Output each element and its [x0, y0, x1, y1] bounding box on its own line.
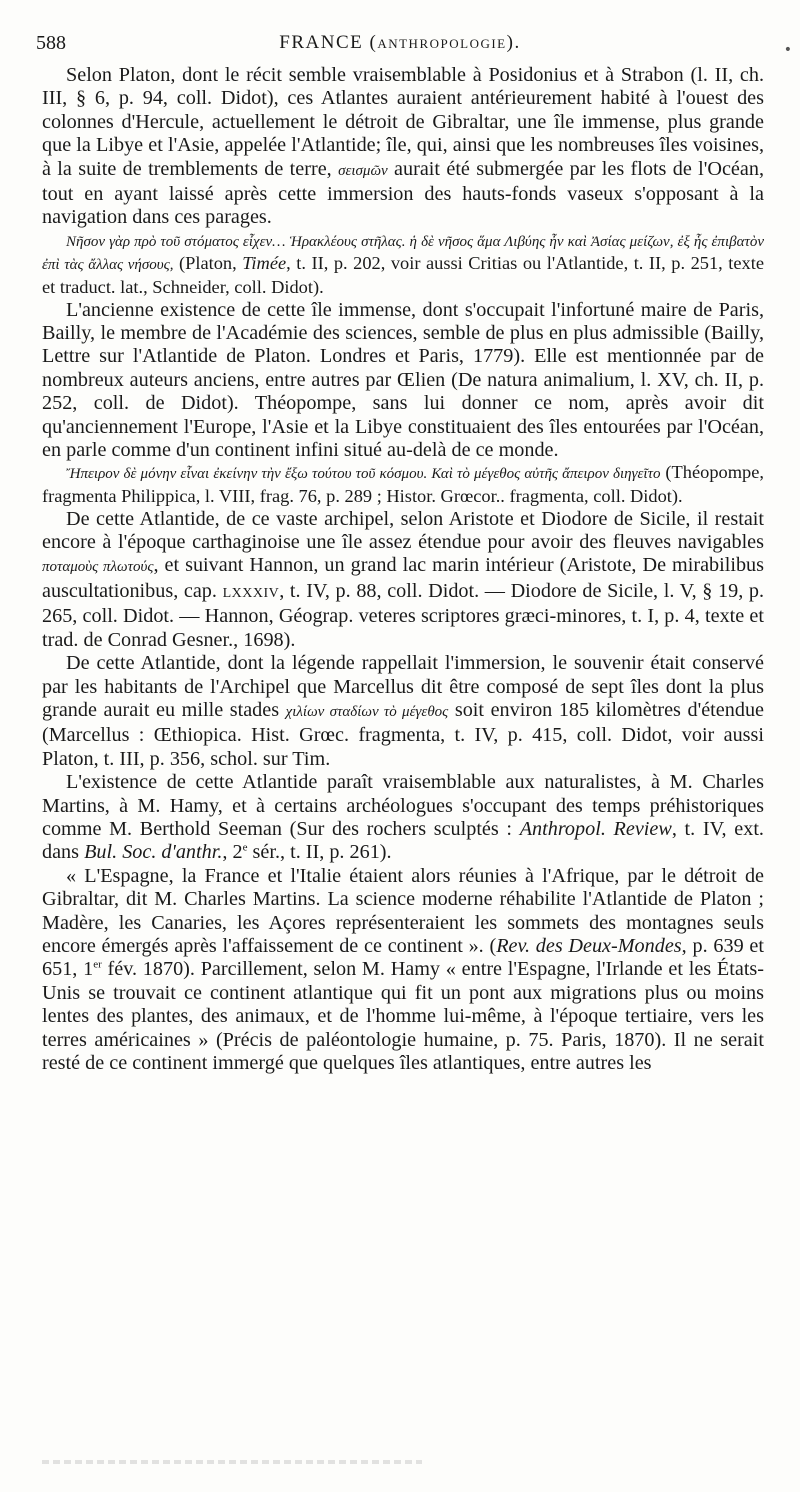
- greek-quote: Νῆσον γὰρ πρὸ τοῦ στόματος εἶχεν… Ἡρακλέους στῆλας. ἡ δὲ νῆσος ἅμα Λιβύης ἦν καὶ Ἀσίας μείζων, ἐξ ἧς ἐπιβατὸν ἐπὶ τὰς ἄλλας νήσους,: [42, 233, 764, 274]
- greek-quote: Ἤπειρον δὲ μόνην εἶναι ἐκείνην τὴν ἔξω τούτου τοῦ κόσμου. Καὶ τὸ μέγεθος αὐτῆς ἄπειρον διηγεῖτο: [66, 466, 661, 483]
- paragraph-text: De cette Atlantide, de ce vaste archipel, selon Aristote et Diodore de Sicile, il restait encore à l'époque carthaginoise une île assez étendue pour avoir des fleuves navigables: [42, 507, 764, 554]
- superscript: e: [242, 841, 248, 854]
- paragraph-text: L'ancienne existence de cette île immense, dont s'occupait l'infortuné maire de Paris, Bailly, le membre de l'Académie des sciences, semble de plus en plus admissible (Bailly, Lettre sur l'Atlantide de Platon. Londres et Paris, 1779). Elle est mentionnée par de nombreux auteurs anciens, entre autres par Œlien (De natura animalium, l. XV, ch. II, p. 252, coll. de Didot). Théopompe, sans lui donner ce nom, après avoir dit qu'anciennement l'Europe, l'Asie et la Libye constituaient des îles entourées par l'Océan, en parle comme d'un continent infini situé au-delà de ce monde.: [42, 298, 764, 462]
- small-caps-numeral: LXXXIV: [222, 585, 280, 601]
- paragraph-text: , p. 639 et 651, 1: [42, 934, 764, 981]
- journal-title: Anthropol. Review: [519, 817, 672, 840]
- paragraph-text: De cette Atlantide, dont la légende rappellait l'immersion, le souvenir était conservé par les habitants de l'Archipel que Marcellus dit être composé de sept îles dont la plus grande aurait eu mille stades: [42, 652, 764, 721]
- paragraph-bailly: [42, 299, 764, 463]
- greek-term: χιλίων σταδίων τὸ μέγεθος: [285, 703, 449, 720]
- superscript: er: [93, 958, 102, 971]
- paragraph-marcellus: [42, 652, 764, 771]
- greek-term: σεισμῶν: [338, 162, 388, 179]
- paragraph-text: « L'Espagne, la France et l'Italie étaient alors réunies à l'Afrique, par le détroit de Gibraltar, dit M. Charles Martins. La science moderne réhabilite l'Atlantide de Platon ; Madère, les Canaries, les Açores représenteraient les sommets des montagnes seuls encore émergés après l'affaissement de ce continent ». (: [42, 864, 764, 957]
- body-text: [42, 64, 764, 1075]
- page-number: 588: [36, 32, 66, 54]
- corner-mark: •: [783, 42, 792, 58]
- bleed-through-line: [42, 1460, 422, 1464]
- running-head-subtitle: ANTHROPOLOGIE: [377, 36, 507, 51]
- greek-term: ποταμοὺς πλωτούς: [42, 559, 154, 576]
- journal-title: Rev. des Deux-Mondes: [496, 934, 682, 957]
- paragraph-martins-quote: [42, 865, 764, 1076]
- paragraph-archipel: [42, 508, 764, 652]
- running-head-main: FRANCE (: [279, 32, 378, 53]
- paragraph-text: , et suivant Hannon, un grand lac marin intérieur (Aristote, De mirabilibus auscultationibus, cap.: [42, 554, 765, 602]
- citation-text: , t. II, p. 202, voir aussi Critias ou l'Atlantide, t. II, p. 251, texte et traduct. lat., Schneider, coll. Didot).: [42, 253, 765, 298]
- paragraph-naturalistes: [42, 771, 764, 865]
- citation-title: Timée: [242, 253, 287, 274]
- paragraph-text: aurait été submergée par les flots de l'Océan, tout en ayant laissé après cette immersion des hauts-fonds vaseux s'opposant à la navigation dans ces parages.: [42, 157, 764, 229]
- paragraph-text: , 2: [222, 841, 243, 864]
- paragraph-text: , t. IV, p. 88, coll. Didot. — Diodore de Sicile, l. V, § 19, p. 265, coll. Didot. — Hannon, Géograp. veteres scriptores græci-minores, t. I, p. 4, texte et trad. de Conrad Gesner., 1698).: [42, 579, 765, 651]
- citation-text: (Théopompe, fragmenta Philippica, l. VIII, frag. 76, p. 289 ; Histor. Grœcor.. fragmenta, coll. Didot).: [42, 462, 764, 507]
- page-header: [36, 30, 764, 58]
- citation-platon: [42, 230, 764, 299]
- paragraph-text: sér., t. II, p. 261).: [247, 841, 392, 864]
- paragraph-text: Selon Platon, dont le récit semble vraisemblable à Posidonius et à Strabon (l. II, ch. III, § 6, p. 94, coll. Didot), ces Atlantes auraient antérieurement habité à l'ouest des colonnes d'Hercule, actuellement le détroit de Gibraltar, une île immense, plus grande que la Libye et l'Asie, appelée l'Atlantide; île, qui, ainsi que les nombreuses îles voisines, à la suite de tremblements de terre,: [42, 64, 764, 180]
- citation-theopompe: [42, 462, 764, 507]
- journal-title: Bul. Soc. d'anthr.: [84, 841, 223, 864]
- paragraph-platon: [42, 64, 764, 230]
- running-head-close: ).: [506, 32, 521, 53]
- paragraph-text: soit environ 185 kilomètres d'étendue (Marcellus : Œthiopica. Hist. Grœc. fragmenta, t. IV, p. 415, coll. Didot, voir aussi Platon, t. III, p. 356, schol. sur Tim.: [42, 698, 764, 770]
- paragraph-text: fév. 1870). Parcillement, selon M. Hamy « entre l'Espagne, l'Irlande et les États-Unis se trouvait ce continent atlantique qui fit un pont aux migrations plus ou moins lentes des plantes, des animaux, et de l'homme lui-même, à l'époque tertiaire, vers les terres américaines » (Précis de paléontologie humaine, p. 75. Paris, 1870). Il ne serait resté de ce continent immergé que quelques îles atlantiques, entre autres les: [42, 958, 765, 1074]
- running-head: [36, 32, 764, 54]
- paragraph-text: L'existence de cette Atlantide paraît vraisemblable aux naturalistes, à M. Charles Martins, à M. Hamy, et à certains archéologues s'occupant des temps préhistoriques comme M. Berthold Seeman (Sur des rochers sculptés :: [42, 771, 764, 840]
- citation-text: (Platon,: [173, 253, 243, 274]
- paragraph-text: , t. IV, ext. dans: [42, 817, 764, 864]
